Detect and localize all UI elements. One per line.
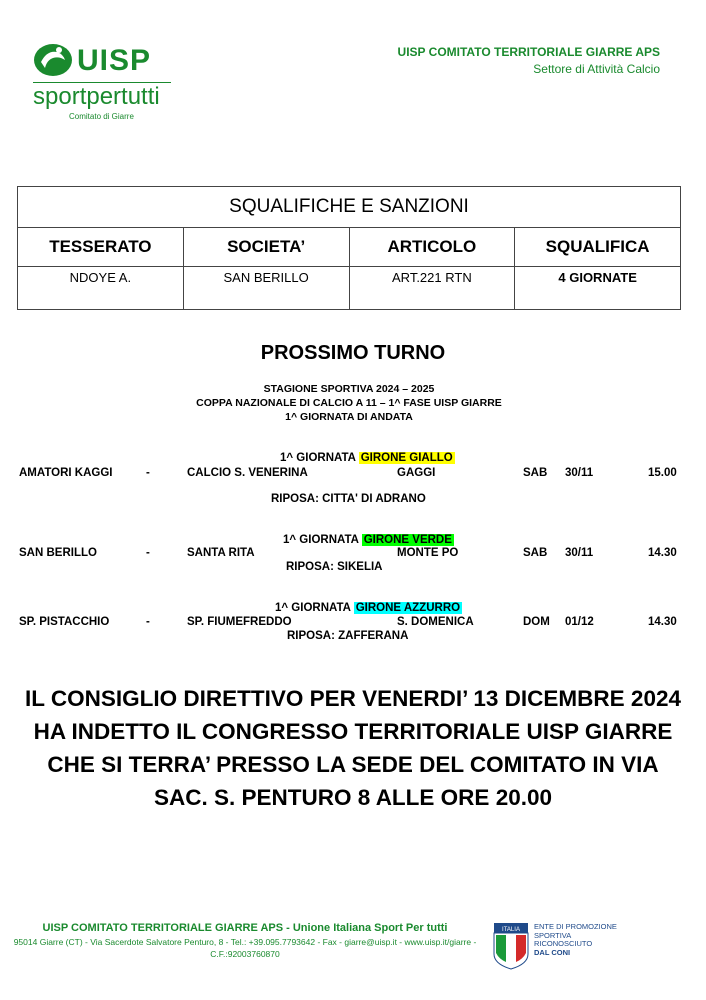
riposa-label: RIPOSA: ZAFFERANA <box>287 630 409 642</box>
match-separator: - <box>146 616 150 628</box>
group-prefix: 1^ GIORNATA <box>280 452 356 464</box>
group-heading <box>275 602 462 614</box>
footer-title: UISP COMITATO TERRITORIALE GIARRE APS - Unione Italiana Sport Per tutti <box>42 922 448 934</box>
sanctions-header-row <box>18 228 681 267</box>
match-day: DOM <box>523 616 550 628</box>
match-home: SP. PISTACCHIO <box>19 616 110 628</box>
table-cell: NDOYE A. <box>18 267 184 310</box>
column-header: SQUALIFICA <box>515 228 681 267</box>
footer-fiscal-code: C.F.:92003760870 <box>210 949 280 959</box>
coni-line: SPORTIVA <box>534 930 572 940</box>
table-cell: SAN BERILLO <box>183 267 349 310</box>
coni-line: ENTE DI PROMOZIONE <box>534 922 617 931</box>
match-venue: GAGGI <box>397 467 436 479</box>
group-name-highlight: GIRONE GIALLO <box>360 452 453 464</box>
logo-tagline: sportpertutti <box>33 83 160 110</box>
riposa-label: RIPOSA: CITTA' DI ADRANO <box>271 493 426 505</box>
italia-badge-label: ITALIA <box>502 927 520 933</box>
coni-recognition <box>534 923 617 957</box>
match-away: CALCIO S. VENERINA <box>187 467 308 479</box>
match-day: SAB <box>523 547 548 559</box>
column-header: ARTICOLO <box>349 228 515 267</box>
org-subtitle: Settore di Attività Calcio <box>533 62 660 76</box>
footer-address: 95014 Giarre (CT) - Via Sacerdote Salvatore Penturo, 8 - Tel.: +39.095.7793642 - Fax - giarre@uisp.it - www.uisp.it/giarre - <box>13 937 477 947</box>
match-time: 14.30 <box>648 547 677 559</box>
coni-badge <box>493 922 529 975</box>
match-separator: - <box>146 547 150 559</box>
match-away: SANTA RITA <box>187 547 255 559</box>
group-heading <box>283 534 454 546</box>
table-row <box>18 267 681 310</box>
group-prefix: 1^ GIORNATA <box>275 602 351 614</box>
match-date: 30/11 <box>565 547 594 559</box>
group-heading <box>280 452 455 464</box>
group-prefix: 1^ GIORNATA <box>283 534 359 546</box>
uisp-emblem-icon <box>33 42 73 78</box>
match-venue: MONTE PO <box>397 547 459 559</box>
table-cell: ART.221 RTN <box>349 267 515 310</box>
table-cell: 4 GIORNATE <box>515 267 681 310</box>
match-date: 30/11 <box>565 467 594 479</box>
announcement-text: IL CONSIGLIO DIRETTIVO PER VENERDI’ 13 DICEMBRE 2024 HA INDETTO IL CONGRESSO TERRITORIALE UISP GIARRE CHE SI TERRA’ PRESSO LA SEDE DEL COMITATO IN VIA SAC. S. PENTURO 8 ALLE ORE 20.00 <box>25 686 681 810</box>
sanctions-title: SQUALIFICHE E SANZIONI <box>18 187 681 228</box>
coni-line: RICONOSCIUTO <box>534 939 593 948</box>
match-venue: S. DOMENICA <box>397 616 474 628</box>
match-date: 01/12 <box>565 616 594 628</box>
logo-wordmark: UISP <box>77 44 152 77</box>
italia-shield-icon <box>493 922 529 970</box>
round-label: 1^ GIORNATA DI ANDATA <box>285 411 413 423</box>
coni-line: DAL CONI <box>534 947 571 957</box>
match-home: SAN BERILLO <box>19 547 97 559</box>
match-day: SAB <box>523 467 548 479</box>
group-name-highlight: GIRONE AZZURRO <box>355 602 461 614</box>
column-header: TESSERATO <box>18 228 184 267</box>
match-away: SP. FIUMEFREDDO <box>187 616 292 628</box>
logo-comitato: Comitato di Giarre <box>69 112 134 121</box>
competition-label: COPPA NAZIONALE DI CALCIO A 11 – 1^ FASE UISP GIARRE <box>196 397 502 409</box>
org-title: UISP COMITATO TERRITORIALE GIARRE APS <box>397 45 660 59</box>
match-time: 14.30 <box>648 616 677 628</box>
riposa-label: RIPOSA: SIKELIA <box>286 561 383 573</box>
uisp-logo <box>33 40 183 125</box>
column-header: SOCIETA’ <box>183 228 349 267</box>
group-name-highlight: GIRONE VERDE <box>363 534 452 546</box>
match-separator: - <box>146 467 150 479</box>
match-home: AMATORI KAGGI <box>19 467 113 479</box>
next-round-title: PROSSIMO TURNO <box>260 342 446 364</box>
season-label: STAGIONE SPORTIVA 2024 – 2025 <box>263 383 435 395</box>
sanctions-table <box>17 186 681 310</box>
match-time: 15.00 <box>648 467 677 479</box>
